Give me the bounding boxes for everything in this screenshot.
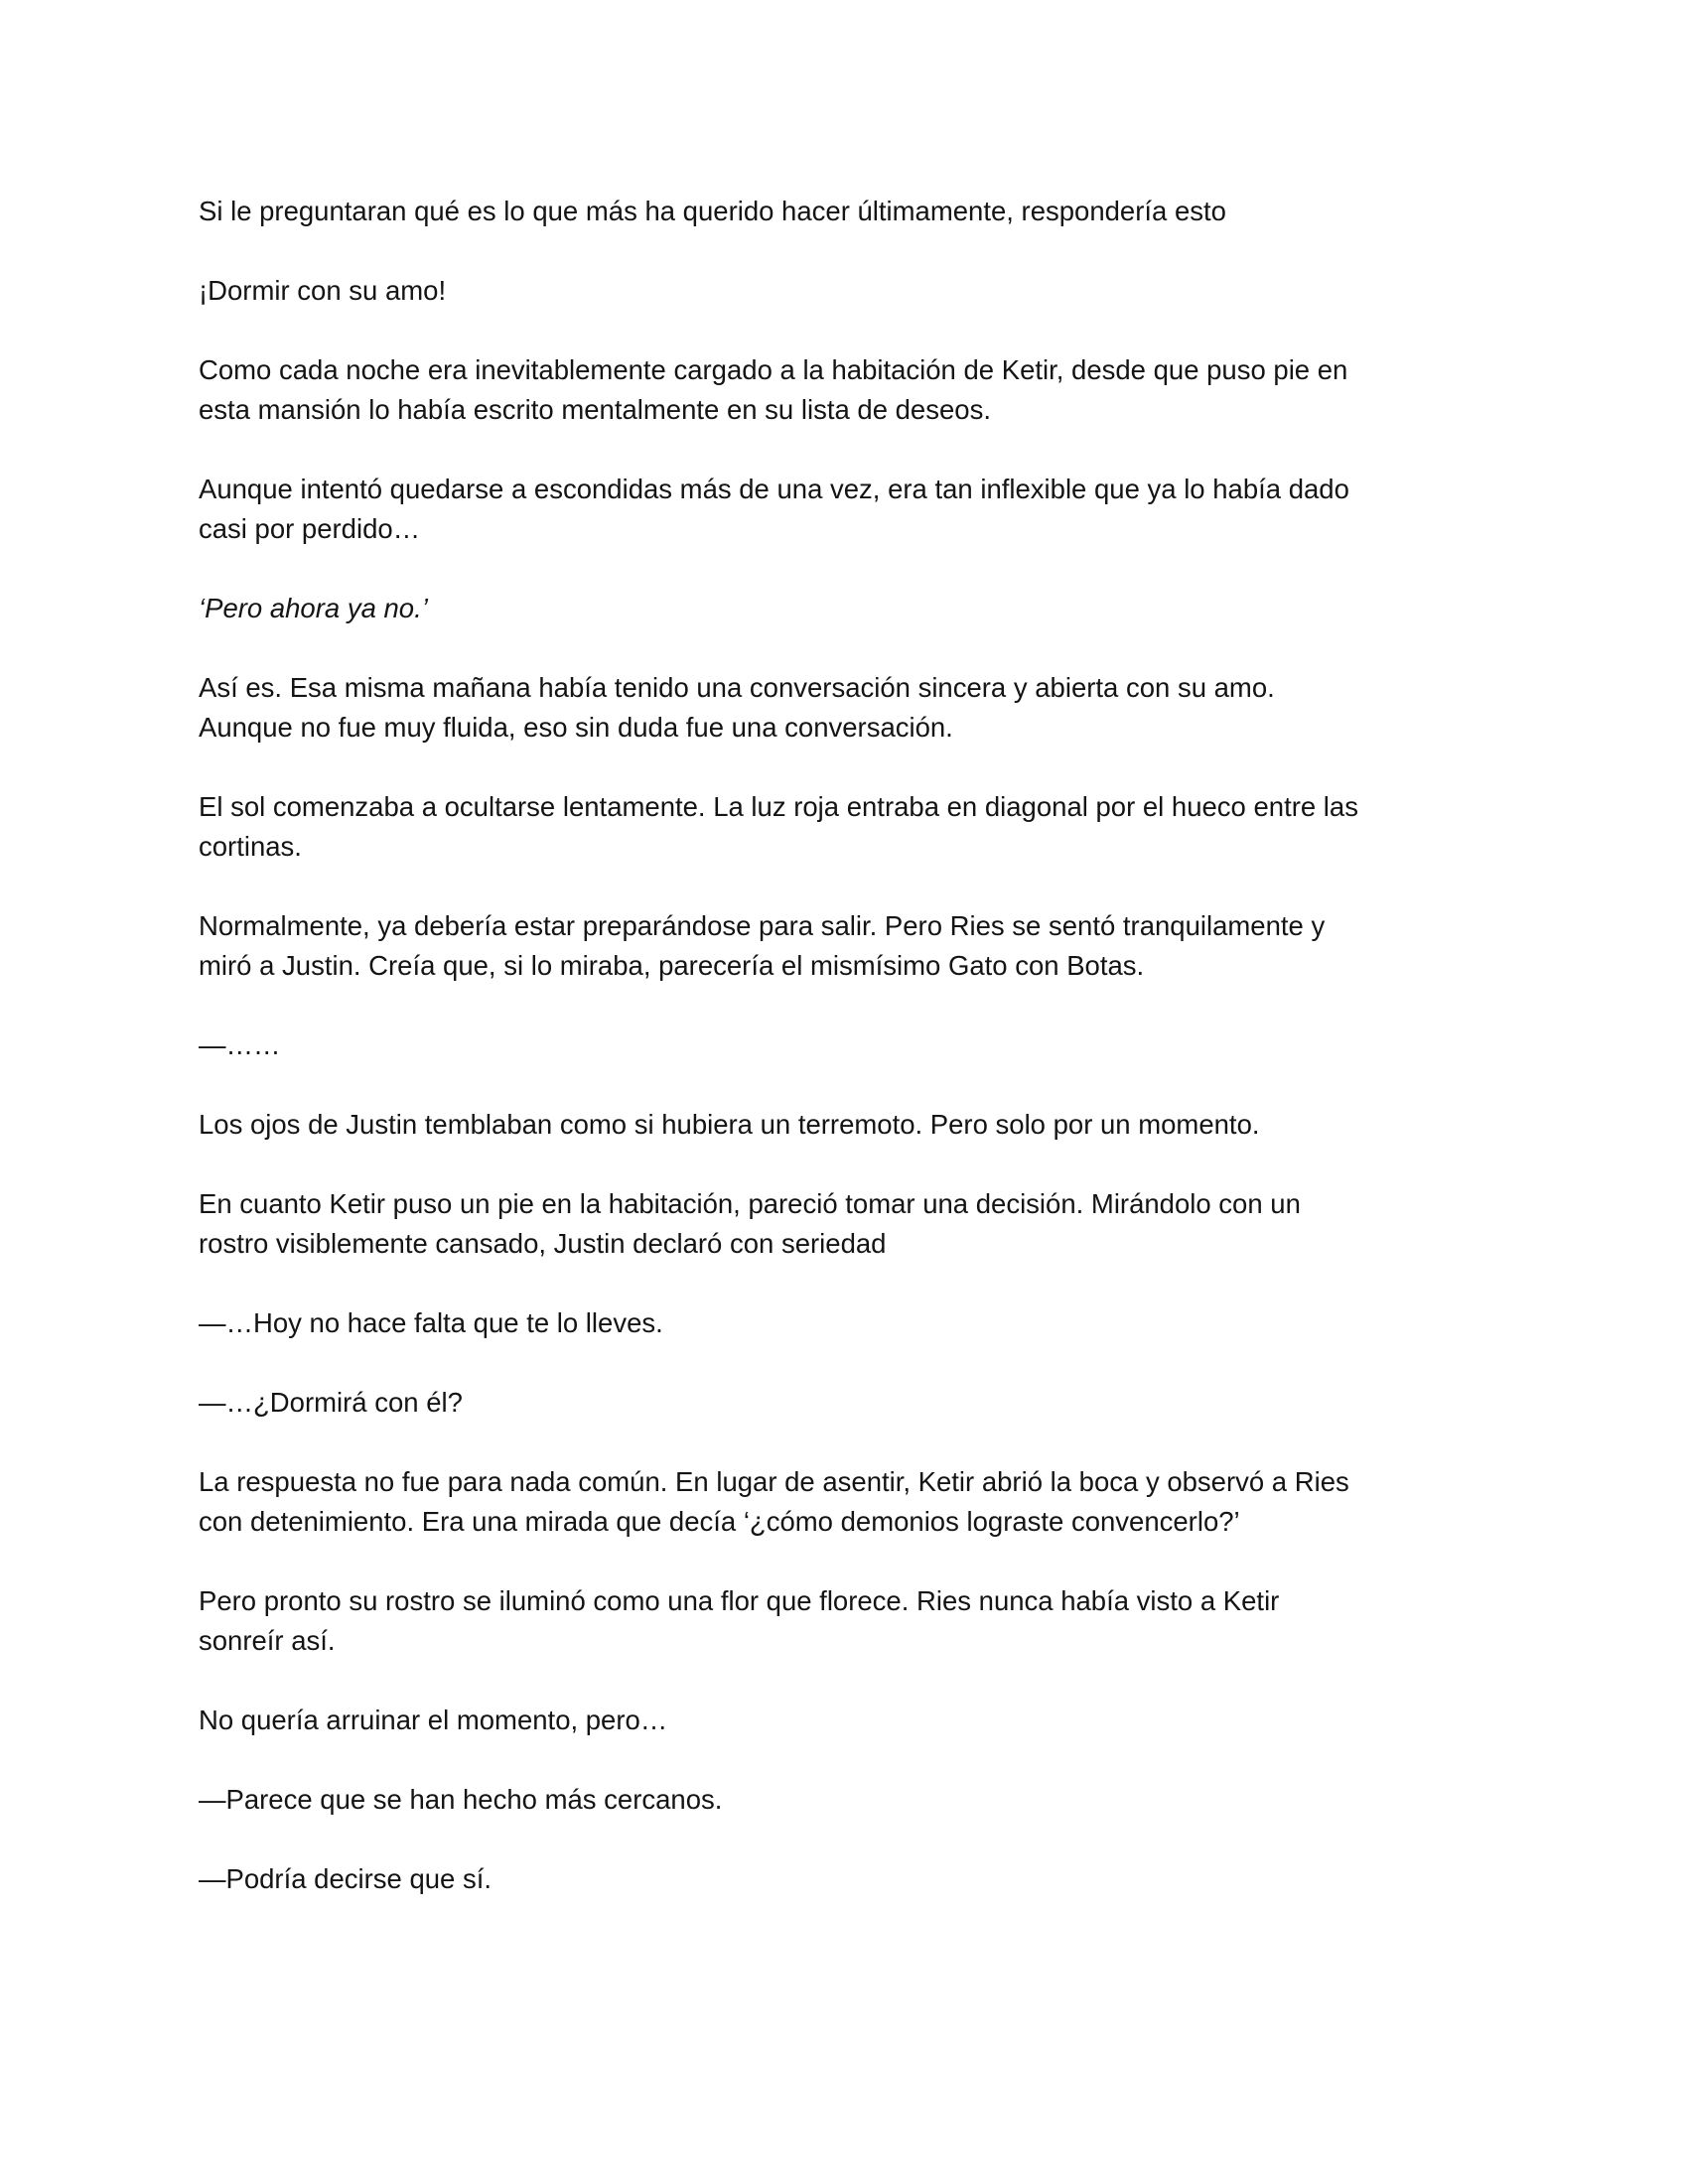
text-line: con detenimiento. Era una mirada que decía ‘¿cómo demonios lograste convencerlo?’ xyxy=(199,1506,1240,1537)
text-line: sonreír así. xyxy=(199,1625,336,1656)
text-line: —…¿Dormirá con él? xyxy=(199,1387,463,1418)
paragraph xyxy=(199,1025,1489,1065)
text-line: —Podría decirse que sí. xyxy=(199,1863,492,1894)
text-line: casi por perdido… xyxy=(199,513,421,544)
paragraph xyxy=(199,1859,1489,1899)
text-line: La respuesta no fue para nada común. En lugar de asentir, Ketir abrió la boca y observó a Ries xyxy=(199,1466,1349,1497)
text-line: Normalmente, ya debería estar preparándose para salir. Pero Ries se sentó tranquilamente y xyxy=(199,910,1326,941)
text-line: Si le preguntaran qué es lo que más ha querido hacer últimamente, respondería esto xyxy=(199,196,1226,226)
text-line: No quería arruinar el momento, pero… xyxy=(199,1705,668,1735)
paragraph xyxy=(199,271,1489,311)
page-text xyxy=(199,192,1489,1899)
text-line: Como cada noche era inevitablemente cargado a la habitación de Ketir, desde que puso pie en xyxy=(199,354,1348,385)
text-line: —Parece que se han hecho más cercanos. xyxy=(199,1784,723,1815)
paragraph xyxy=(199,192,1489,231)
paragraph xyxy=(199,1184,1489,1264)
text-line: ¡Dormir con su amo! xyxy=(199,275,447,306)
text-line: ‘Pero ahora ya no.’ xyxy=(199,593,428,623)
paragraph xyxy=(199,350,1489,430)
text-line: Así es. Esa misma mañana había tenido una conversación sincera y abierta con su amo. xyxy=(199,672,1275,703)
text-line: El sol comenzaba a ocultarse lentamente. La luz roja entraba en diagonal por el hueco entre las xyxy=(199,791,1358,822)
paragraph xyxy=(199,1581,1489,1661)
text-line: Pero pronto su rostro se iluminó como una flor que florece. Ries nunca había visto a Ketir xyxy=(199,1585,1280,1616)
paragraph xyxy=(199,906,1489,986)
paragraph xyxy=(199,668,1489,748)
text-line: rostro visiblemente cansado, Justin declaró con seriedad xyxy=(199,1228,887,1259)
text-line: Aunque intentó quedarse a escondidas más de una vez, era tan inflexible que ya lo había dado xyxy=(199,474,1349,504)
text-line: Aunque no fue muy fluida, eso sin duda fue una conversación. xyxy=(199,712,953,743)
text-line: —…Hoy no hace falta que te lo lleves. xyxy=(199,1307,663,1338)
paragraph xyxy=(199,1383,1489,1423)
paragraph xyxy=(199,1105,1489,1145)
paragraph xyxy=(199,470,1489,549)
paragraph xyxy=(199,787,1489,867)
paragraph xyxy=(199,1780,1489,1820)
text-line: En cuanto Ketir puso un pie en la habitación, pareció tomar una decisión. Mirándolo con un xyxy=(199,1188,1301,1219)
text-line: cortinas. xyxy=(199,831,302,862)
paragraph xyxy=(199,589,1489,628)
text-line: esta mansión lo había escrito mentalmente en su lista de deseos. xyxy=(199,394,991,425)
text-line: —…… xyxy=(199,1029,281,1060)
paragraph xyxy=(199,1303,1489,1343)
paragraph xyxy=(199,1462,1489,1542)
paragraph xyxy=(199,1701,1489,1740)
text-line: Los ojos de Justin temblaban como si hubiera un terremoto. Pero solo por un momento. xyxy=(199,1109,1260,1140)
text-line: miró a Justin. Creía que, si lo miraba, parecería el mismísimo Gato con Botas. xyxy=(199,950,1145,981)
